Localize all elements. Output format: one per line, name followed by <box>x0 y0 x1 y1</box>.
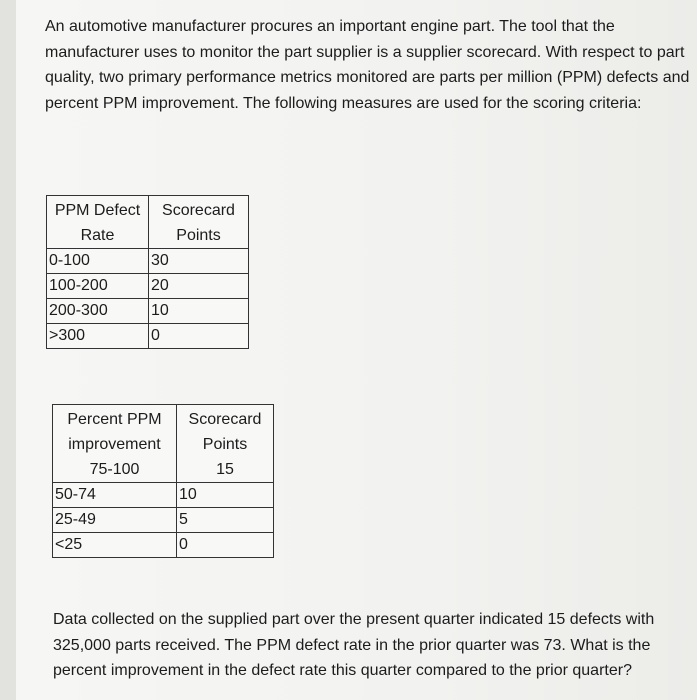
header-percent-ppm-improvement: Percent PPM improvement 75-100 <box>53 405 177 483</box>
table-row <box>47 324 249 349</box>
header-scorecard-points: Scorecard Points <box>149 196 249 249</box>
points-cell: 30 <box>149 249 249 274</box>
points-cell: 0 <box>177 533 274 558</box>
points-cell: 20 <box>149 274 249 299</box>
points-cell: 5 <box>177 508 274 533</box>
header-scorecard-points: Scorecard Points 15 <box>177 405 274 483</box>
table-row <box>47 299 249 324</box>
first-row-points: 15 <box>216 461 234 478</box>
question-paragraph: Data collected on the supplied part over the present quarter indicated 15 defects with 325,000 parts received. The PPM defect rate in the prior quarter was 73. What is the percent improvement in the defect rate this quarter compared to the prior quarter? <box>53 611 655 679</box>
intro-paragraph: An automotive manufacturer procures an important engine part. The tool that the manufacturer uses to monitor the part supplier is a supplier scorecard. With respect to part quality, two primary performance metrics monitored are parts per million (PPM) defects and percent PPM improvement. The following measures are used for the scoring criteria: <box>45 18 690 112</box>
ppm-defect-rate-table <box>46 195 249 349</box>
table-row <box>53 508 274 533</box>
percent-ppm-improvement-table <box>52 404 274 558</box>
table-row <box>47 274 249 299</box>
range-cell: 25-49 <box>53 508 177 533</box>
range-cell: 50-74 <box>53 483 177 508</box>
points-cell: 0 <box>149 324 249 349</box>
points-cell: 10 <box>149 299 249 324</box>
range-cell: <25 <box>53 533 177 558</box>
table-header-row <box>53 405 274 483</box>
table-row <box>53 533 274 558</box>
range-cell: 100-200 <box>47 274 149 299</box>
range-cell: 200-300 <box>47 299 149 324</box>
header-ppm-defect-rate: PPM Defect Rate <box>47 196 149 249</box>
first-row-range: 75-100 <box>89 461 140 478</box>
document-page <box>16 0 697 700</box>
range-cell: 0-100 <box>47 249 149 274</box>
table-row <box>53 483 274 508</box>
range-cell: >300 <box>47 324 149 349</box>
table-row <box>47 249 249 274</box>
table-header-row <box>47 196 249 249</box>
points-cell: 10 <box>177 483 274 508</box>
